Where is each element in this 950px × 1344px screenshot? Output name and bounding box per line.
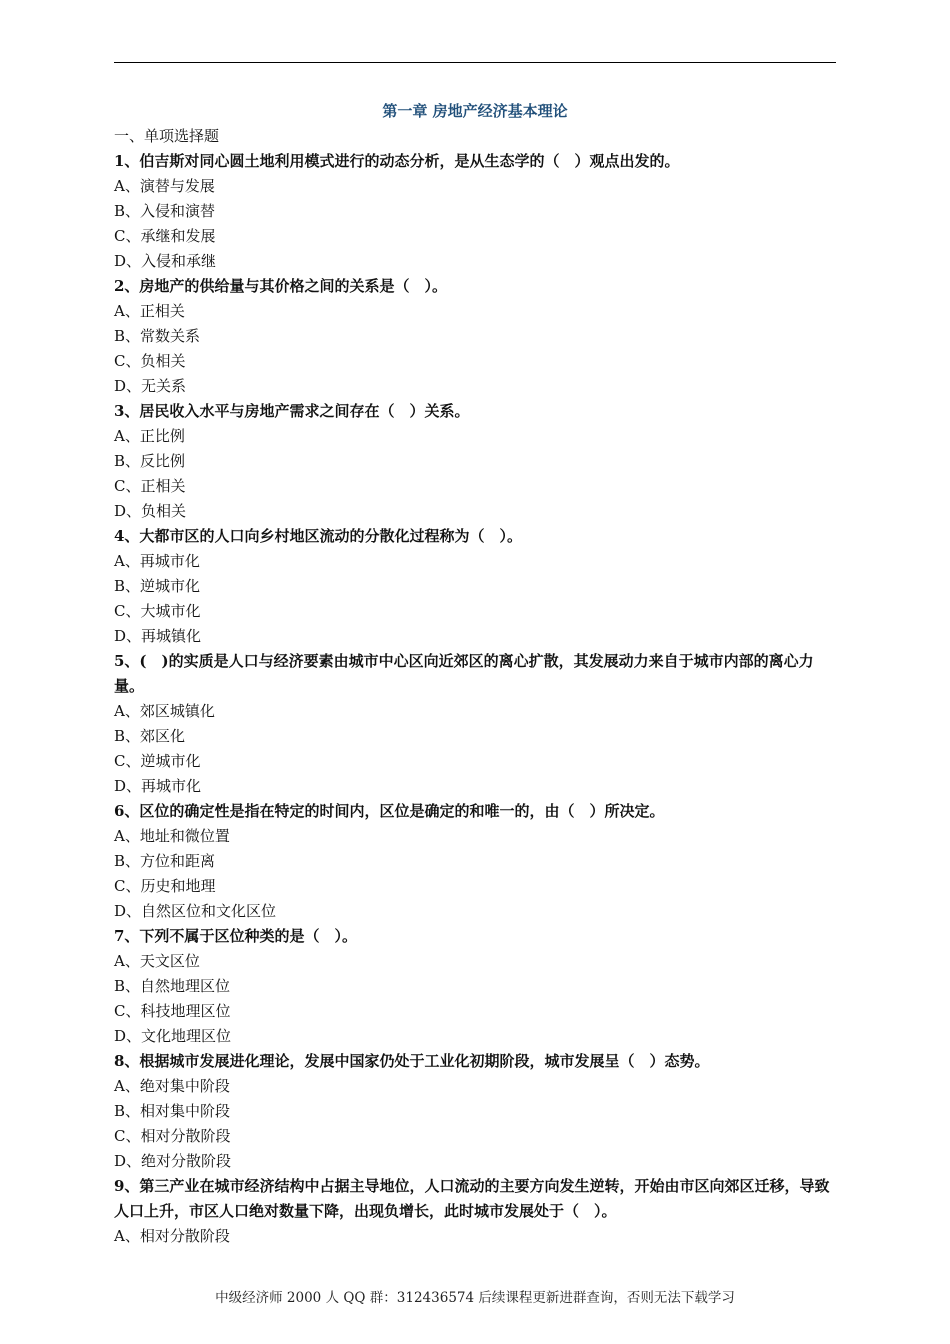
option-c: C、正相关 [114,477,186,495]
question-6 [114,799,836,924]
option-c: C、承继和发展 [114,227,216,245]
option-a: A、再城市化 [114,552,200,570]
option-b: B、自然地理区位 [114,977,231,995]
option-d: D、再城镇化 [114,627,202,645]
option-b: B、郊区化 [114,727,186,745]
option-a: A、地址和微位置 [114,827,230,845]
question-3 [114,399,836,524]
option-d: D、再城市化 [114,777,202,795]
question-1 [114,149,836,274]
question-8 [114,1049,836,1174]
option-d: D、无关系 [114,377,187,395]
option-a: A、郊区城镇化 [114,702,215,720]
option-b: B、常数关系 [114,327,201,345]
option-b: B、反比例 [114,452,186,470]
question-9 [114,1174,836,1249]
question-5 [114,649,836,799]
question-4 [114,524,836,649]
question-text: 3、居民收入水平与房地产需求之间存在（ ）关系。 [114,402,470,420]
option-a: A、正相关 [114,302,185,320]
option-a: A、绝对集中阶段 [114,1077,230,1095]
section-heading: 一、单项选择题 [114,127,220,145]
question-text: 1、伯吉斯对同心圆土地利用模式进行的动态分析，是从生态学的（ ）观点出发的。 [114,152,680,170]
option-a: A、天文区位 [114,952,200,970]
option-b: B、方位和距离 [114,852,216,870]
question-text: 9、第三产业在城市经济结构中占据主导地位，人口流动的主要方向发生逆转，开始由市区向郊区迁移，导致人口上升，市区人口绝对数量下降，出现负增长，此时城市发展处于（ ）。 [114,1177,830,1220]
question-text: 2、房地产的供给量与其价格之间的关系是（ ）。 [114,277,447,295]
question-text: 4、大都市区的人口向乡村地区流动的分散化过程称为（ ）。 [114,527,522,545]
option-c: C、历史和地理 [114,877,216,895]
question-text: 5、( )的实质是人口与经济要素由城市中心区向近郊区的离心扩散，其发展动力来自于城市内部的离心力量。 [114,652,814,695]
option-a: A、演替与发展 [114,177,215,195]
question-7 [114,924,836,1049]
document-body [114,98,836,1249]
option-c: C、相对分散阶段 [114,1127,231,1145]
page-footer: 中级经济师 2000 人 QQ 群：312436574 后续课程更新进群查询，否则无法下载学习 [215,1290,735,1306]
question-text: 8、根据城市发展进化理论，发展中国家仍处于工业化初期阶段，城市发展呈（ ）态势。 [114,1052,710,1070]
question-text: 6、区位的确定性是指在特定的时间内，区位是确定的和唯一的，由（ ）所决定。 [114,802,665,820]
option-d: D、绝对分散阶段 [114,1152,232,1170]
question-2 [114,274,836,399]
question-text: 7、下列不属于区位种类的是（ ）。 [114,927,357,945]
option-d: D、文化地理区位 [114,1027,232,1045]
option-c: C、大城市化 [114,602,201,620]
option-d: D、负相关 [114,502,187,520]
option-b: B、逆城市化 [114,577,201,595]
option-a: A、正比例 [114,427,185,445]
header-rule [114,62,836,63]
option-a: A、相对分散阶段 [114,1227,230,1245]
option-c: C、负相关 [114,352,186,370]
option-c: C、逆城市化 [114,752,201,770]
option-b: B、入侵和演替 [114,202,216,220]
chapter-title: 第一章 房地产经济基本理论 [382,102,568,120]
option-c: C、科技地理区位 [114,1002,231,1020]
option-d: D、自然区位和文化区位 [114,902,277,920]
option-d: D、入侵和承继 [114,252,217,270]
option-b: B、相对集中阶段 [114,1102,231,1120]
